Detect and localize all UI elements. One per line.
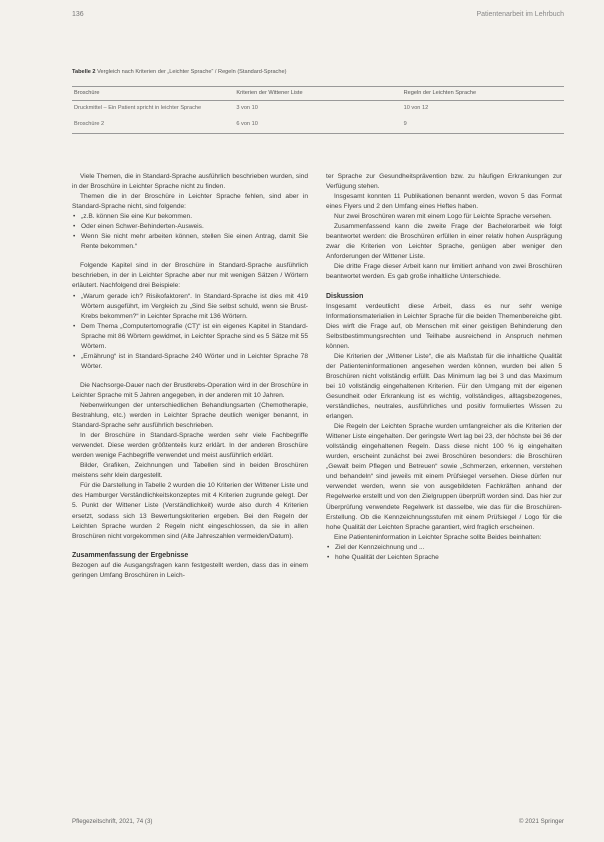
text-column-left <box>72 172 308 581</box>
body-paragraph: Eine Patienteninformation in Leichter Sprache sollte Beides beinhalten: <box>334 533 542 541</box>
body-paragraph: Für die Darstellung in Tabelle 2 wurden die 10 Kriterien der Wittener Liste und des Hamburger Verständlichkeitskonzeptes mit 4 Kriterien zugrunde gelegt. Der 5. Punkt der Wittener Liste (Verständlichkeit) wurde also durch 4 Kriterien ersetzt, sodass sich 13 Bewertungskriterien ergeben. Bei den Regeln der Leichten Sprache wurden 2 Regeln nicht eingeschlossen, da sie in allen Broschüren nicht vorgekommen sind (Alte Jahreszahlen vermeiden/Datum). <box>72 482 308 540</box>
table-cell: Druckmittel – Ein Patient spricht in leichter Sprache <box>74 105 202 111</box>
body-paragraph: Die Regeln der Leichten Sprache wurden umfangreicher als die Kriterien der Wittener Liste eingehalten. Der geringste Wert lag bei 23, der höchste bei 36 der vollständig eingehaltenen Regeln. Dass diese nicht 100 % ig eingehalten wurden, erscheint zunächst bei zwei Broschüren besonders: die Broschüren „Gewalt beim Pflegen und Betreuen“ sowie „Schmerzen, erkennen, verstehen und behandeln“ sind jeweils mit einem Prüfsiegel versehen. Diese dürfen nur verwendet werden, wenn sie von ausgebildeten Fachkräften anhand der Regelwerke erstellt und von den Zielgruppen überprüft worden sind. Das hier zur Überprüfung verwendete Regelwerk ist dasselbe, wie das für die Broschüren-Erstellung. Ob die Kennzeichnungsstufen mit einem Prüfsiegel / Logo für die hohe Qualität der Leichten Sprache garantiert, wird fraglich erscheinen. <box>326 423 562 531</box>
body-paragraph: Zusammenfassend kann die zweite Frage der Bachelorarbeit wie folgt beantwortet werden: die Broschüren erfüllen in einer relativ hohen Ausprägung zwar die Kriterien von Leichter Sprache, genügen aber weniger den Anforderungen der Wittener Liste. <box>326 223 562 261</box>
table-cell: 10 von 12 <box>403 105 429 111</box>
body-paragraph: Insgesamt verdeutlicht diese Arbeit, dass es nur sehr wenige Informationsmaterialien in Leichter Sprache für die beiden Themenbereiche gibt. Dies wirft die Frage auf, ob Menschen mit einer geistigen Behinderung den Selbstbestimmungsrechten und Teilhabe ausreichend in Anspruch nehmen können. <box>326 302 562 350</box>
table-cell: 9 <box>402 117 564 134</box>
bullet-item: • „Warum gerade ich? Risikofaktoren“. In Standard-Sprache ist dies mit 419 Wörtern ausgeführt, im Vergleich zu „Sind Sie selbst schuld, wenn sie Brust-Krebs bekommen?“ in Leichter Sprache mit 136 Wörtern. <box>72 292 308 322</box>
bullet-item: • „z.B. können Sie eine Kur bekommen. <box>72 212 308 222</box>
running-head: Patientenarbeit im Lehrbuch <box>476 11 564 18</box>
page-number: 136 <box>72 11 84 18</box>
table-header-cell: Kriterien der Wittener Liste <box>234 87 401 101</box>
bullet-list <box>72 292 308 372</box>
table-caption <box>72 69 564 75</box>
body-paragraph: Nebenwirkungen der unterschiedlichen Behandlungsarten (Chemotherapie, Bestrahlung, etc.) werden in Leichter Sprache deutlich weniger benannt, in Standard-Sprache sehr ausführlich beschrieben. <box>72 401 308 430</box>
table-header-cell: Regeln der Leichten Sprache <box>402 87 564 101</box>
body-paragraph: Insgesamt konnten 11 Publikationen benannt werden, wovon 5 das Format eines Flyers und 2 den Umfang eines Heftes haben. <box>326 193 562 211</box>
comparison-table <box>72 86 564 134</box>
body-paragraph: Die dritte Frage dieser Arbeit kann nur limitiert anhand von zwei Broschüren beantwortet werden. Es gab große inhaltliche Unterschiede. <box>326 263 562 281</box>
bullet-item: • Oder einen Schwer-Behinderten-Ausweis. <box>72 222 308 232</box>
bullet-item: • Wenn Sie nicht mehr arbeiten können, stellen Sie einen Antrag, damit Sie Rente bekommen.“ <box>72 232 308 252</box>
bullet-item: • „Ernährung“ ist in Standard-Sprache 240 Wörter und in Leichter Sprache 78 Wörter. <box>72 352 308 372</box>
table-row <box>72 101 564 118</box>
table-caption-label: Tabelle 2 <box>72 69 96 75</box>
body-paragraph: ter Sprache zur Gesundheitsprävention bzw. zu häufigen Erkrankungen zur Verfügung stehen. <box>326 173 562 191</box>
body-paragraph: Die Nachsorge-Dauer nach der Brustkrebs-Operation wird in der Broschüre in Leichter Sprache mit 5 Jahren angegeben, in der anderen mit 10 Jahren. <box>72 381 308 399</box>
body-paragraph: Nur zwei Broschüren waren mit einem Logo für Leichte Sprache versehen. <box>334 213 552 221</box>
bullet-item: • Ziel der Kennzeichnung und ... <box>326 543 562 553</box>
bullet-item: • hohe Qualität der Leichten Sprache <box>326 553 562 563</box>
body-paragraph: Viele Themen, die in Standard-Sprache ausführlich beschrieben wurden, sind in der Broschüre in Leichter Sprache nicht zu finden. <box>72 173 308 191</box>
body-paragraph: Bilder, Grafiken, Zeichnungen und Tabellen sind in beiden Broschüren meistens sehr klein dargestellt. <box>72 462 308 480</box>
body-paragraph: In der Broschüre in Standard-Sprache werden sehr viele Fachbegriffe verwendet. Diese werden größtenteils kurz erklärt. In der anderen Broschüre werden wenige Fachbegriffe verwendet und meist ausführlich erklärt. <box>72 432 308 460</box>
body-paragraph: Die Kriterien der „Wittener Liste“, die als Maßstab für die inhaltliche Qualität der Patienteninformationen angesehen werden können, wurden bei allen 5 Broschüren nicht vollständig erfüllt. Das Minimum lag bei 3 und das Maximum bei 10 vollständig eingehaltenen Kriterien. Für den Umgang mit der eigenen Gesundheit oder Erkrankung ist es wichtig, vollständiges, alltagsbezogenes, verständliches, neutrales, ausführliches und positiv formuliertes Wissen zu erlangen. <box>326 352 562 421</box>
table-caption-text: Vergleich nach Kriterien der „Leichter Sprache“ / Regeln (Standard-Sprache) <box>95 69 287 75</box>
bullet-list <box>326 543 562 563</box>
table-header-cell: Broschüre <box>72 87 234 101</box>
table-cell: 3 von 10 <box>236 105 258 111</box>
footer-publisher: © 2021 Springer <box>518 818 564 825</box>
table-row <box>72 117 564 134</box>
text-column-right <box>326 172 562 563</box>
section-heading: Diskussion <box>326 292 364 300</box>
body-paragraph: Bezogen auf die Ausgangsfragen kann festgestellt werden, dass das in einem geringen Umfang Broschüren in Leich- <box>72 561 308 579</box>
table-cell: 6 von 10 <box>234 117 401 134</box>
bullet-list <box>72 212 308 252</box>
section-heading: Zusammenfassung der Ergebnisse <box>72 551 189 559</box>
body-paragraph: Themen die in der Broschüre in Leichter Sprache fehlen, sind aber in Standard-Sprache nicht, sind folgende: <box>72 193 308 211</box>
body-paragraph: Folgende Kapitel sind in der Broschüre in Standard-Sprache ausführlich beschrieben, in der in Leichter Sprache aber nur mit wenigen Sätzen / Wörtern erläutert. Nachfolgend drei Beispiele: <box>72 262 308 290</box>
table-cell: Broschüre 2 <box>72 117 234 134</box>
table-header-row <box>72 87 564 101</box>
bullet-item: • Dem Thema „Computertomografie (CT)“ ist ein eigenes Kapitel in Standard-Sprache mit 86 Wörtern gewidmet, in Leichter Sprache sind es 5 Sätze mit 55 Wörtern. <box>72 322 308 352</box>
footer-journal: Pflegezeitschrift, 2021, 74 (3) <box>72 818 153 825</box>
